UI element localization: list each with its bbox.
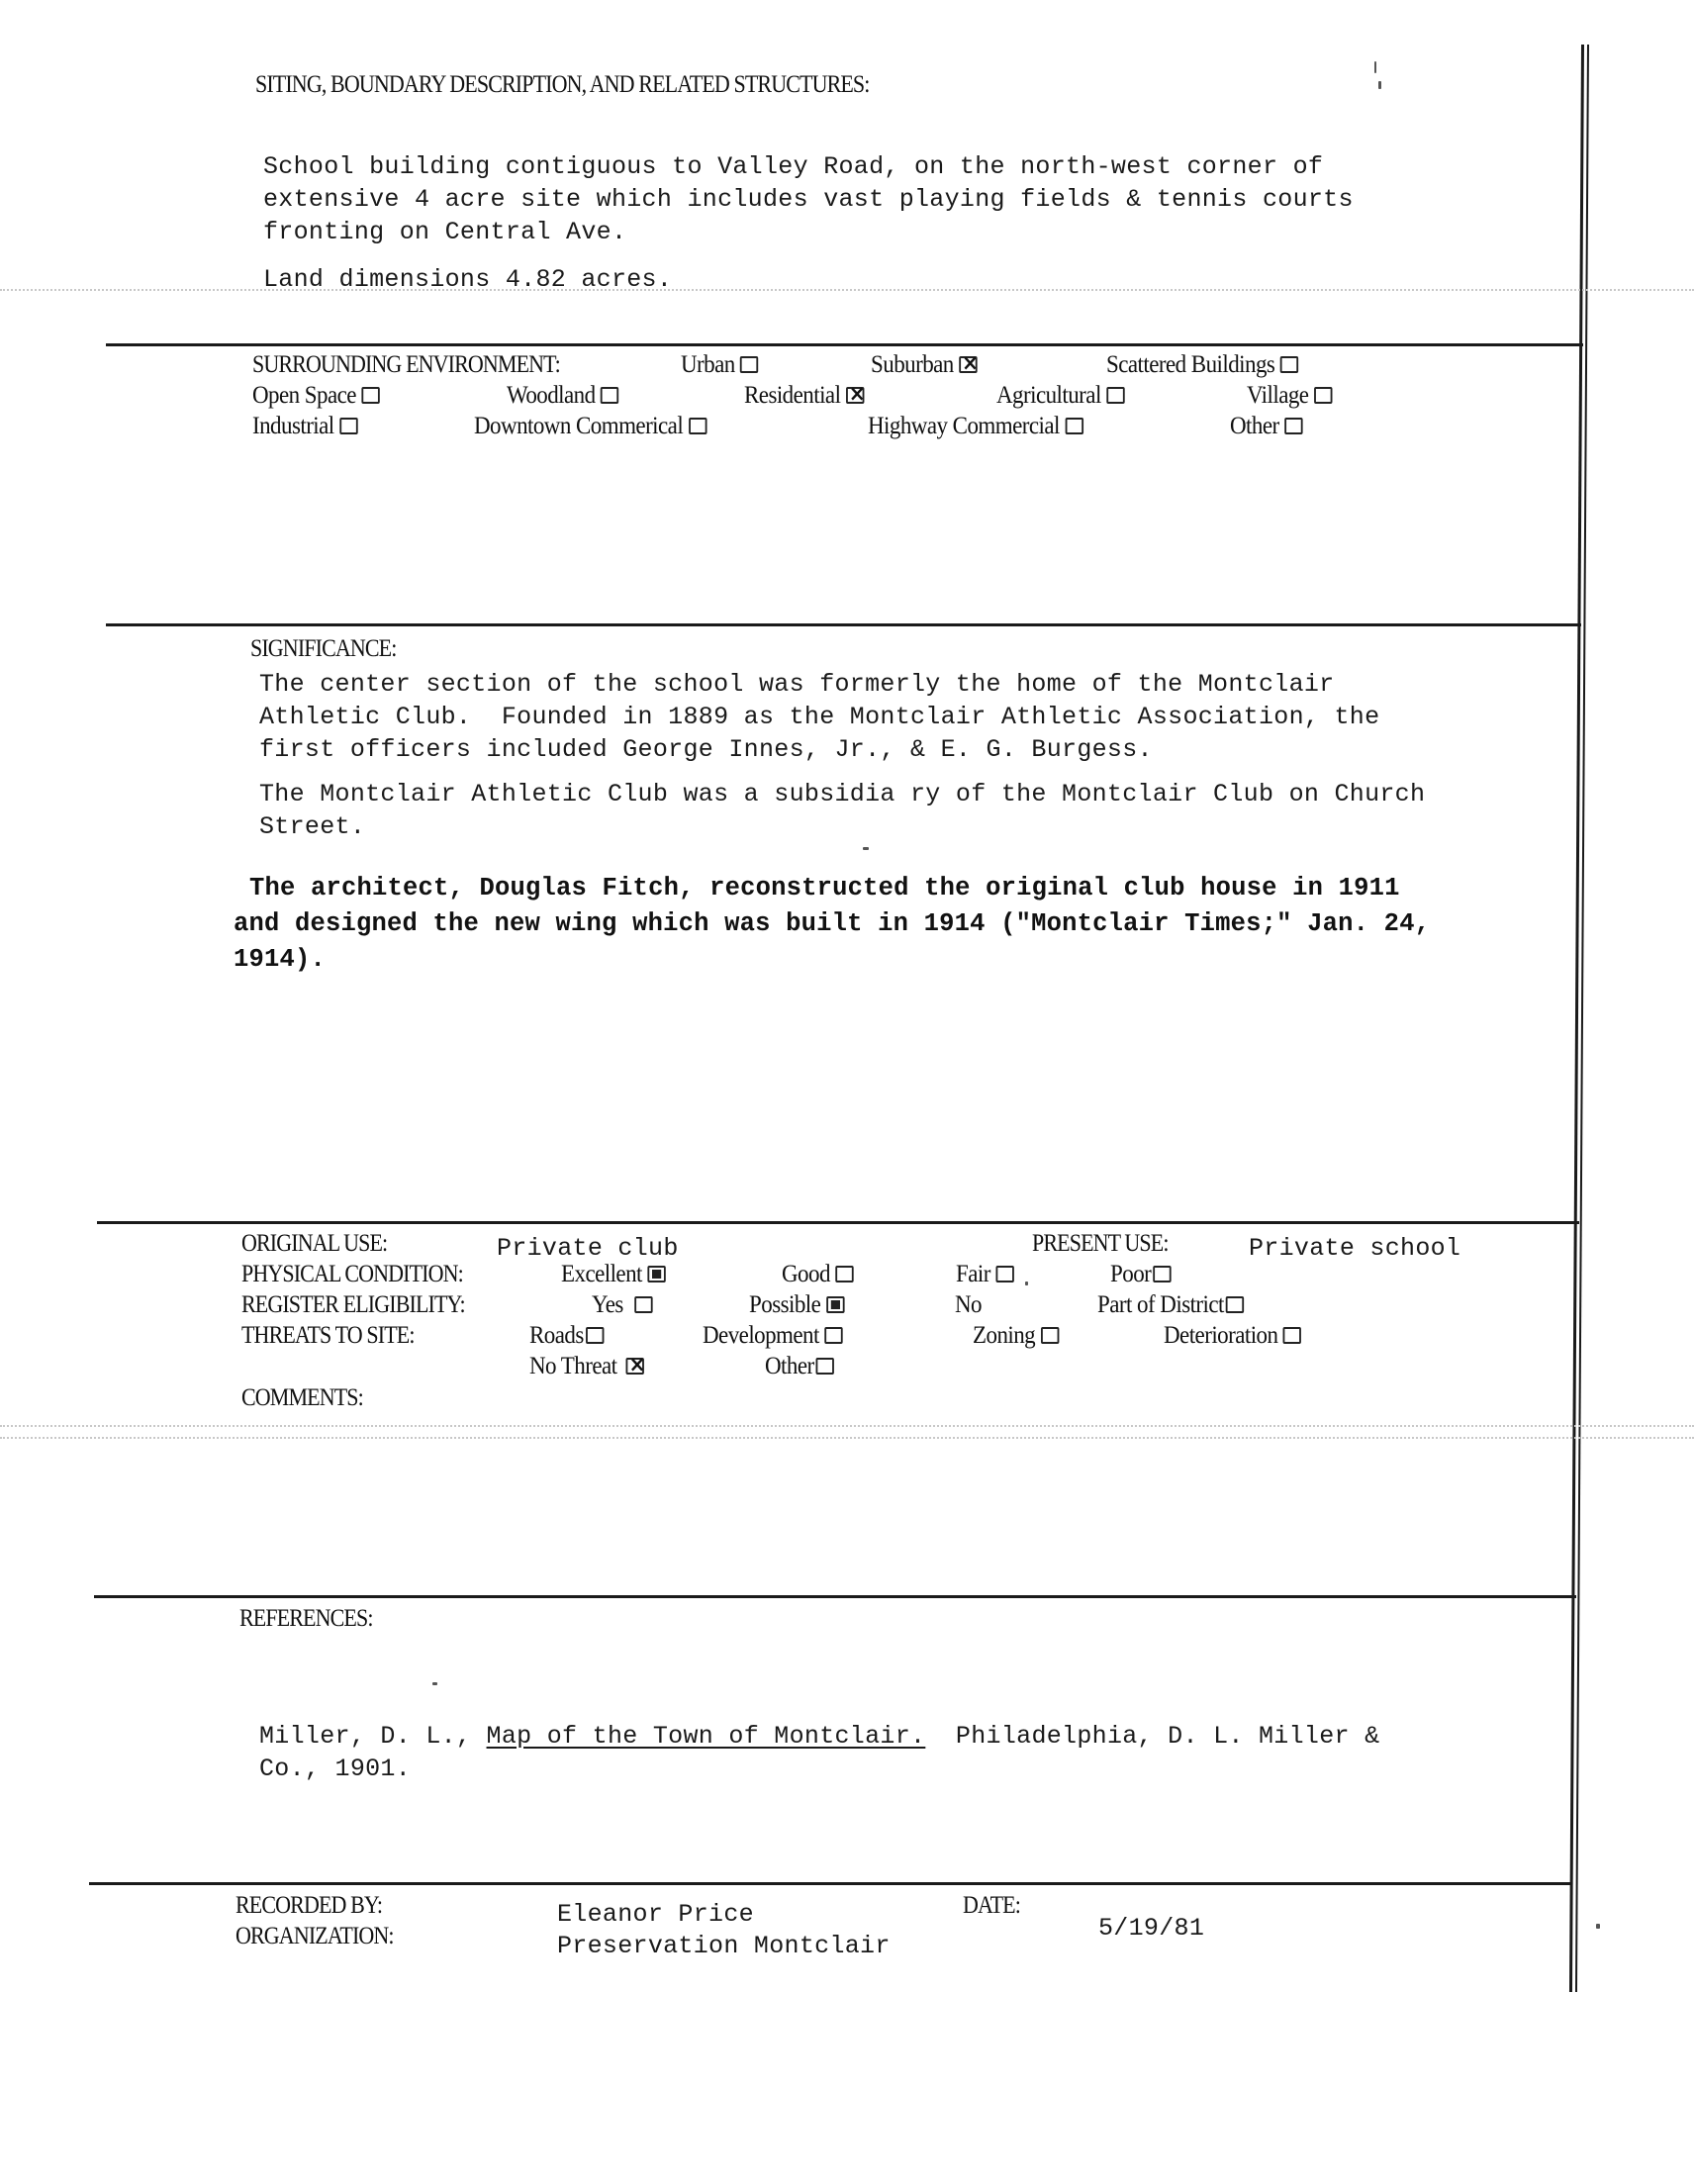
eligibility-part-of-district [1097, 1291, 1244, 1319]
checkbox-poor[interactable] [1153, 1266, 1171, 1282]
checkbox-env-other[interactable] [1284, 418, 1302, 434]
condition-fair [956, 1261, 1014, 1288]
env-label: Urban [681, 351, 735, 378]
comments-label: COMMENTS: [241, 1384, 363, 1411]
eligibility-option-label: Yes [592, 1291, 623, 1318]
eligibility-option-label: Part of District [1097, 1291, 1224, 1318]
checkbox-woodland[interactable] [601, 387, 618, 404]
threat-option-label: Other [765, 1353, 814, 1379]
divider-significance [106, 623, 1581, 626]
scan-speck [1025, 1282, 1028, 1285]
env-label: Agricultural [996, 382, 1101, 409]
scan-artifact-line [0, 1437, 1694, 1441]
significance-line: and designed the new wing which was built in 1914 ("Montclair Times;" Jan. 24, [234, 909, 1431, 938]
siting-line: fronting on Central Ave. [263, 218, 627, 246]
checkbox-open-space[interactable] [361, 387, 379, 404]
scan-artifact-line [0, 289, 1694, 293]
checkbox-possible[interactable] [826, 1296, 844, 1313]
env-label: Village [1247, 382, 1309, 409]
env-label: Open Space [252, 382, 356, 409]
env-suburban [871, 351, 978, 379]
threat-zoning [973, 1322, 1059, 1350]
significance-line: The architect, Douglas Fitch, reconstructed the original club house in 1911 [249, 874, 1400, 902]
threat-option-label: Roads [529, 1322, 584, 1349]
env-residential [744, 382, 864, 410]
significance-line: Athletic Club. Founded in 1889 as the Montclair Athletic Association, the [259, 703, 1380, 731]
land-dimensions: Land dimensions 4.82 acres. [263, 265, 673, 294]
condition-option-label: Good [782, 1261, 830, 1287]
siting-line: School building contiguous to Valley Road, on the north-west corner of [263, 152, 1324, 181]
condition-option-label: Fair [956, 1261, 990, 1287]
checkbox-fair[interactable] [995, 1266, 1013, 1282]
organization-label: ORGANIZATION: [235, 1923, 394, 1949]
references-heading: REFERENCES: [239, 1605, 373, 1632]
checkbox-suburban[interactable] [959, 356, 977, 373]
checkbox-agricultural[interactable] [1106, 387, 1124, 404]
scan-speck [1378, 81, 1381, 89]
original-use-value: Private club [497, 1234, 679, 1263]
significance-line: The Montclair Athletic Club was a subsidia ry of the Montclair Club on Church [259, 780, 1426, 808]
eligibility-possible [749, 1291, 844, 1319]
environment-heading: SURROUNDING ENVIRONMENT: [252, 351, 560, 378]
scan-speck [1596, 1924, 1600, 1929]
register-eligibility-label: REGISTER ELIGIBILITY: [241, 1291, 465, 1318]
significance-line: 1914). [234, 945, 327, 974]
env-downtown [474, 413, 706, 440]
significance-para-1 [259, 668, 1379, 766]
env-woodland [507, 382, 618, 410]
eligibility-no [955, 1291, 982, 1319]
threat-option-label: Deterioration [1164, 1322, 1278, 1349]
checkbox-highway-commercial[interactable] [1065, 418, 1082, 434]
reference-author: Miller, D. L., [259, 1722, 487, 1751]
env-other [1230, 413, 1303, 440]
reference-entry [259, 1720, 1379, 1785]
eligibility-yes [592, 1291, 652, 1319]
scan-speck [432, 1682, 437, 1685]
threat-other [765, 1353, 834, 1380]
threat-deterioration [1164, 1322, 1301, 1350]
date-value: 5/19/81 [1098, 1914, 1205, 1943]
reference-line: Co., 1901. [259, 1755, 412, 1783]
env-label: Residential [744, 382, 841, 409]
divider-references [94, 1595, 1576, 1598]
checkbox-part-of-district[interactable] [1226, 1296, 1244, 1313]
checkbox-development[interactable] [824, 1327, 842, 1344]
significance-line: Street. [259, 812, 366, 841]
checkbox-scattered-buildings[interactable] [1280, 356, 1298, 373]
checkbox-deterioration[interactable] [1283, 1327, 1301, 1344]
divider-recorded [89, 1882, 1571, 1885]
date-label: DATE: [963, 1892, 1020, 1919]
siting-description [263, 150, 1354, 248]
threat-no-threat [529, 1353, 644, 1380]
significance-para-3 [234, 871, 1430, 978]
env-label: Woodland [507, 382, 596, 409]
threat-option-label: Development [703, 1322, 819, 1349]
condition-option-label: Poor [1110, 1261, 1152, 1287]
threat-development [703, 1322, 843, 1350]
checkbox-residential[interactable] [846, 387, 864, 404]
env-label: Other [1230, 413, 1279, 439]
significance-line: first officers included George Innes, Jr., & E. G. Burgess. [259, 735, 1153, 764]
present-use-value: Private school [1249, 1234, 1461, 1263]
checkbox-urban[interactable] [740, 356, 758, 373]
checkbox-downtown-commercial[interactable] [689, 418, 706, 434]
reference-line [259, 1720, 1379, 1753]
divider-environment [106, 343, 1583, 346]
checkbox-threat-other[interactable] [815, 1358, 833, 1375]
env-label: Suburban [871, 351, 954, 378]
original-use-label: ORIGINAL USE: [241, 1230, 388, 1257]
scan-artifact-line [0, 1425, 1694, 1429]
recorded-by-label: RECORDED BY: [235, 1892, 383, 1919]
threat-option-label: Zoning [973, 1322, 1036, 1349]
significance-heading: SIGNIFICANCE: [250, 635, 397, 662]
env-label: Downtown Commerical [474, 413, 684, 439]
threats-label: THREATS TO SITE: [241, 1322, 415, 1349]
siting-heading: SITING, BOUNDARY DESCRIPTION, AND RELATED STRUCTURES: [255, 71, 870, 98]
env-label: Highway Commercial [868, 413, 1060, 439]
scan-speck [1374, 61, 1376, 73]
checkbox-village[interactable] [1314, 387, 1332, 404]
present-use-label: PRESENT USE: [1032, 1230, 1169, 1257]
scan-speck [863, 847, 869, 850]
env-label: Industrial [252, 413, 334, 439]
reference-publisher: Philadelphia, D. L. Miller & [925, 1722, 1380, 1751]
checkbox-excellent[interactable] [647, 1266, 665, 1282]
recorded-by-value: Eleanor Price [557, 1900, 754, 1929]
condition-option-label: Excellent [561, 1261, 642, 1287]
checkbox-zoning[interactable] [1041, 1327, 1059, 1344]
env-urban [681, 351, 759, 379]
divider-use [97, 1221, 1579, 1224]
env-industrial [252, 413, 358, 440]
threat-option-label: No Threat [529, 1353, 617, 1379]
env-scattered [1106, 351, 1298, 379]
condition-excellent [561, 1261, 666, 1288]
organization-value: Preservation Montclair [557, 1932, 891, 1960]
checkbox-no-threat[interactable] [626, 1358, 644, 1375]
eligibility-option-label: Possible [749, 1291, 821, 1318]
eligibility-option-label: No [955, 1291, 983, 1318]
significance-para-2 [259, 778, 1425, 843]
threat-roads [529, 1322, 604, 1350]
condition-good [782, 1261, 854, 1288]
env-label: Scattered Buildings [1106, 351, 1275, 378]
env-highway [868, 413, 1083, 440]
reference-title: Map of the Town of Montclair. [486, 1722, 926, 1751]
checkbox-good[interactable] [835, 1266, 853, 1282]
env-agricultural [996, 382, 1125, 410]
checkbox-industrial[interactable] [339, 418, 357, 434]
env-village [1247, 382, 1332, 410]
checkbox-yes[interactable] [634, 1296, 652, 1313]
checkbox-roads[interactable] [586, 1327, 604, 1344]
env-open-space [252, 382, 380, 410]
condition-poor [1110, 1261, 1171, 1288]
siting-line: extensive 4 acre site which includes vast playing fields & tennis courts [263, 185, 1354, 214]
physical-condition-label: PHYSICAL CONDITION: [241, 1261, 463, 1287]
significance-line: The center section of the school was formerly the home of the Montclair [259, 670, 1335, 699]
